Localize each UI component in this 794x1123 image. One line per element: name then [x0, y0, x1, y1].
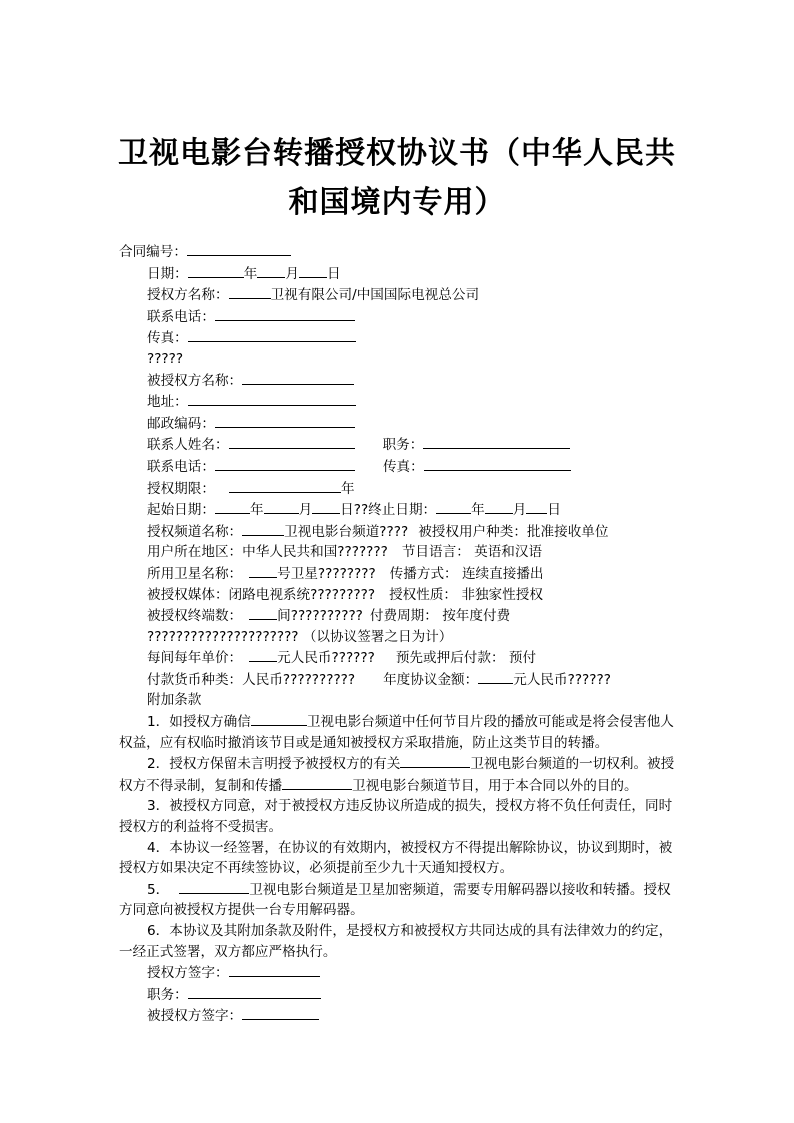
document-body: [119, 241, 679, 1027]
licensor-phone-row: 联系电话：: [119, 306, 679, 328]
postcode-blank[interactable]: [215, 413, 355, 428]
annex-heading: 附加条款: [147, 692, 202, 709]
end-day-blank[interactable]: [526, 499, 547, 514]
clause-1-blank[interactable]: [251, 711, 307, 726]
date-month-blank[interactable]: [257, 263, 285, 278]
licensor-name-row: 授权方名称： 卫视有限公司/中国国际电视总公司: [119, 284, 679, 306]
address-row: 地址：: [119, 391, 679, 413]
licensor-fax-blank[interactable]: [188, 327, 356, 342]
terminals-blank[interactable]: [249, 605, 277, 620]
start-month-blank[interactable]: [264, 499, 299, 514]
contract-number-row: 合同编号：: [119, 241, 679, 263]
date-row: 日期： 年 月 日: [119, 263, 679, 285]
date-year-blank[interactable]: [188, 263, 244, 278]
postcode-row: 邮政编码：: [119, 413, 679, 435]
clause-1: 1．如授权方确信 卫视电影台频道中任何节目片段的播放可能或是将会侵害他人权益，应有权临时撤消该节目或是通知被授权方采取措施，防止这类节目的转播。: [119, 711, 679, 753]
date-day-blank[interactable]: [299, 263, 327, 278]
document-title-line-2: 和国境内专用）: [288, 185, 506, 220]
licensee-signature-row: 被授权方签字：: [119, 1005, 679, 1027]
document-title-line-1: 卫视电影台转播授权协议书（中华人民共: [118, 136, 676, 171]
licensee-fax-blank[interactable]: [424, 456, 571, 471]
licensor-signature-row: 授权方签字：: [119, 962, 679, 984]
signature-position-blank[interactable]: [188, 984, 321, 999]
annual-amount-blank[interactable]: [478, 669, 513, 684]
licensor-name-blank[interactable]: [229, 284, 271, 299]
clause-5: 5． 卫视电影台频道是卫星加密频道，需要专用解码器以接收和转播。授权方同意向被授权方提供一台专用解码器。: [119, 879, 679, 921]
satellite-row: 所用卫星名称： 号卫星???????? 传播方式： 连续直接播出: [119, 563, 679, 585]
unit-price-blank[interactable]: [249, 647, 277, 662]
currency-row: 付款货币种类：人民币?????????? 年度协议金额： 元人民币??????: [119, 669, 679, 691]
phone-fax-row: 联系电话： 传真：: [119, 456, 679, 478]
licensor-signature-blank[interactable]: [229, 962, 320, 977]
licensee-signature-blank[interactable]: [242, 1005, 319, 1020]
clause-4: 4．本协议一经签署，在协议的有效期内，被授权方不得提出解除协议，协议到期时，被授权方如果决定不再续签协议，必须提前至少九十天通知授权方。: [119, 839, 673, 877]
media-row: 被授权媒体：闭路电视系统????????? 授权性质： 非独家性授权: [147, 586, 543, 603]
start-day-blank[interactable]: [312, 499, 340, 514]
contract-number-blank[interactable]: [187, 241, 291, 256]
clause-2: 2．授权方保留未言明授予被授权方的有关 卫视电影台频道的一切权利。被授权方不得录制，复制和传播 卫视电影台频道节目，用于本合同以外的目的。: [119, 753, 679, 796]
end-year-blank[interactable]: [436, 499, 471, 514]
clause-2-blank-1[interactable]: [400, 753, 470, 768]
licensor-fax-row: 传真：: [119, 327, 679, 349]
licensee-name-row: 被授权方名称：: [119, 370, 679, 392]
region-row: 用户所在地区：中华人民共和国??????? 节目语言： 英语和汉语: [147, 544, 543, 561]
signature-position-row: 职务：: [119, 984, 679, 1006]
start-year-blank[interactable]: [215, 499, 250, 514]
address-blank[interactable]: [188, 391, 356, 406]
position-blank[interactable]: [423, 434, 570, 449]
satellite-blank[interactable]: [249, 563, 277, 578]
clause-5-blank[interactable]: [179, 879, 249, 894]
garbled-row-2: ????????????????????? （以协议签署之日为计）: [147, 628, 453, 645]
contact-name-blank[interactable]: [229, 434, 355, 449]
contact-row: 联系人姓名： 职务：: [119, 434, 679, 456]
period-blank[interactable]: [229, 478, 341, 493]
start-end-row: 起始日期： 年 月 日??终止日期： 年 月 日: [119, 499, 679, 521]
clause-6: 6．本协议及其附加条款及附件，是授权方和被授权方共同达成的具有法律效力的约定，一经正式签署，双方都应严格执行。: [119, 923, 673, 960]
licensee-phone-blank[interactable]: [215, 456, 355, 471]
garbled-row-1: ?????: [147, 350, 184, 367]
terminals-row: 被授权终端数： 间?????????? 付费周期： 按年度付费: [119, 605, 679, 627]
clause-3: 3．被授权方同意，对于被授权方违反协议所造成的损失，授权方将不负任何责任，同时授权方的利益将不受损害。: [119, 798, 673, 836]
channel-blank[interactable]: [242, 521, 284, 536]
licensee-name-blank[interactable]: [242, 370, 354, 385]
end-month-blank[interactable]: [485, 499, 513, 514]
clause-2-blank-2[interactable]: [282, 775, 352, 790]
channel-row: 授权频道名称： 卫视电影台频道???? 被授权用户种类：批准接收单位: [119, 521, 679, 543]
period-row: 授权期限： 年: [119, 478, 679, 500]
licensor-phone-blank[interactable]: [215, 306, 355, 321]
unit-price-row: 每间每年单价： 元人民币?????? 预先或押后付款： 预付: [119, 647, 679, 669]
